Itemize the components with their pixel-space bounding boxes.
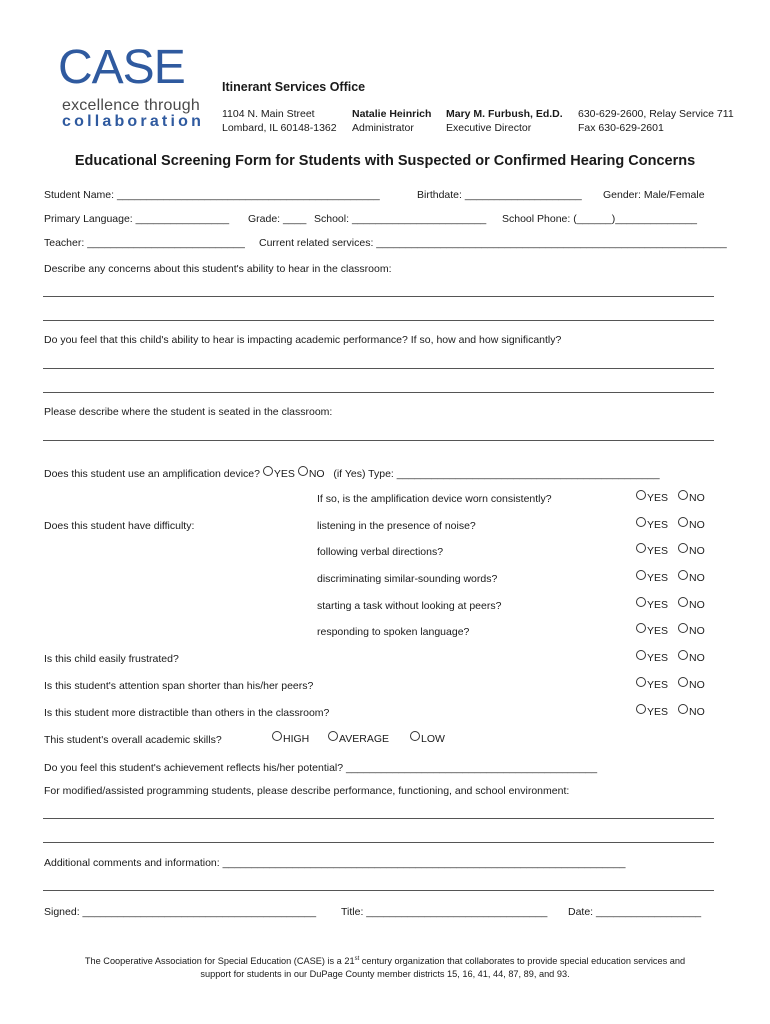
yes-label: YES — [647, 519, 669, 531]
footer-statement — [40, 953, 730, 981]
answer-line[interactable] — [43, 320, 714, 321]
office-address — [222, 107, 337, 135]
yes-label: YES — [647, 706, 669, 718]
yes-no-option — [636, 570, 705, 585]
yes-label: YES — [647, 679, 669, 691]
no-label: NO — [689, 545, 705, 557]
address-line-2: Lombard, IL 60148-1362 — [222, 122, 337, 134]
skills-high-label: HIGH — [283, 733, 310, 745]
answer-line[interactable] — [43, 842, 714, 843]
school-phone-field[interactable]: School Phone: (______)______________ — [502, 213, 698, 225]
modified-programming-question: For modified/assisted programming students, please describe performance, functioning, and school environment: — [44, 785, 570, 797]
birthdate-field[interactable]: Birthdate: ____________________ — [417, 189, 582, 201]
form-title: Educational Screening Form for Students with Suspected or Confirmed Hearing Concerns — [74, 153, 696, 169]
yes-radio[interactable] — [636, 490, 646, 500]
answer-line[interactable] — [43, 440, 714, 441]
difficulty-question: Does this student have difficulty: — [44, 520, 195, 532]
answer-line[interactable] — [43, 818, 714, 819]
grade-field[interactable]: Grade: ____ — [248, 213, 307, 225]
yes-label: YES — [647, 599, 669, 611]
administrator-block — [352, 107, 431, 135]
amplification-yes-label: YES — [273, 468, 295, 480]
no-radio[interactable] — [678, 677, 688, 687]
skills-high-radio[interactable] — [272, 731, 282, 741]
distractible-question: Is this student more distractible than others in the classroom? — [44, 707, 330, 719]
amplification-question: Does this student use an amplification device? — [44, 468, 260, 480]
answer-line[interactable] — [43, 392, 714, 393]
primary-language-field[interactable]: Primary Language: ________________ — [44, 213, 230, 225]
no-radio[interactable] — [678, 517, 688, 527]
yes-radio[interactable] — [636, 677, 646, 687]
yes-radio[interactable] — [636, 543, 646, 553]
yes-radio[interactable] — [636, 623, 646, 633]
yes-no-option — [636, 650, 705, 665]
attention-question: Is this student's attention span shorter than his/her peers? — [44, 680, 314, 692]
concerns-question: Describe any concerns about this student's ability to hear in the classroom: — [44, 263, 392, 275]
worn-consistently-question: If so, is the amplification device worn consistently? — [317, 493, 552, 505]
yes-no-option — [636, 517, 705, 532]
skills-average-label: AVERAGE — [339, 733, 389, 745]
yes-no-option — [636, 704, 705, 719]
title-field[interactable]: Title: _______________________________ — [341, 906, 548, 918]
office-title: Itinerant Services Office — [222, 80, 366, 94]
no-radio[interactable] — [678, 704, 688, 714]
skills-low-label: LOW — [421, 733, 445, 745]
academic-skills-question: This student's overall academic skills? — [44, 734, 222, 746]
case-logo — [58, 41, 210, 134]
no-label: NO — [689, 572, 705, 584]
logo-wordmark: CASE — [58, 41, 185, 94]
administrator-name: Natalie Heinrich — [352, 108, 432, 120]
yes-radio[interactable] — [636, 517, 646, 527]
director-title: Executive Director — [446, 122, 532, 134]
yes-no-option — [636, 543, 705, 558]
logo-tagline-top: excellence through — [62, 97, 200, 114]
answer-line[interactable] — [43, 296, 714, 297]
skills-low-option — [410, 731, 445, 746]
no-radio[interactable] — [678, 650, 688, 660]
no-radio[interactable] — [678, 623, 688, 633]
no-label: NO — [689, 599, 705, 611]
no-radio[interactable] — [678, 543, 688, 553]
starting-task-question: starting a task without looking at peers? — [317, 600, 502, 612]
seating-question: Please describe where the student is seated in the classroom: — [44, 406, 333, 418]
yes-label: YES — [647, 572, 669, 584]
footer-superscript: st — [354, 956, 360, 962]
yes-no-option — [636, 490, 705, 505]
date-field[interactable]: Date: __________________ — [568, 906, 702, 918]
footer-text-1: The Cooperative Association for Special Education (CASE) is a 21 — [84, 956, 355, 966]
additional-comments-field[interactable]: Additional comments and information: _____________________________________________________________________ — [44, 857, 626, 869]
no-label: NO — [689, 519, 705, 531]
administrator-title: Administrator — [352, 122, 414, 134]
yes-radio[interactable] — [636, 704, 646, 714]
fax-number: Fax 630-629-2601 — [578, 122, 664, 134]
no-radio[interactable] — [678, 490, 688, 500]
no-label: NO — [689, 652, 705, 664]
no-label: NO — [689, 679, 705, 691]
skills-average-radio[interactable] — [328, 731, 338, 741]
logo-tagline-bottom: collaboration — [62, 113, 205, 130]
signed-field[interactable]: Signed: ________________________________________ — [44, 906, 317, 918]
no-label: NO — [689, 625, 705, 637]
director-block — [446, 107, 563, 135]
no-label: NO — [689, 492, 705, 504]
yes-label: YES — [647, 492, 669, 504]
answer-line[interactable] — [43, 368, 714, 369]
directions-question: following verbal directions? — [317, 546, 444, 558]
no-radio[interactable] — [678, 570, 688, 580]
yes-label: YES — [647, 545, 669, 557]
skills-average-option — [328, 731, 389, 746]
frustrated-question: Is this child easily frustrated? — [44, 653, 179, 665]
no-radio[interactable] — [678, 597, 688, 607]
yes-label: YES — [647, 625, 669, 637]
related-services-field[interactable]: Current related services: ____________________________________________________________ — [259, 237, 727, 249]
address-line-1: 1104 N. Main Street — [222, 108, 315, 120]
yes-no-option — [636, 677, 705, 692]
contact-block — [578, 107, 734, 135]
skills-high-option — [272, 731, 309, 746]
footer-text-2: century organization that collaborates to provide special education services and — [359, 956, 686, 966]
teacher-field[interactable]: Teacher: ___________________________ — [44, 237, 245, 249]
yes-radio[interactable] — [636, 570, 646, 580]
noise-question: listening in the presence of noise? — [317, 520, 476, 532]
yes-no-option — [636, 597, 705, 612]
discriminating-question: discriminating similar-sounding words? — [317, 573, 498, 585]
academic-impact-question: Do you feel that this child's ability to hear is impacting academic performance? If so, how and how significantly? — [44, 334, 562, 346]
school-field[interactable]: School: _______________________ — [314, 213, 487, 225]
amplification-no-label: NO — [308, 468, 325, 480]
amplification-yes-radio[interactable] — [263, 466, 273, 476]
skills-low-radio[interactable] — [410, 731, 420, 741]
gender-field[interactable]: Gender: Male/Female — [603, 189, 705, 201]
answer-line[interactable] — [43, 890, 714, 891]
phone-number: 630-629-2600, Relay Service 711 — [578, 108, 734, 120]
no-label: NO — [689, 706, 705, 718]
yes-label: YES — [647, 652, 669, 664]
spoken-language-question: responding to spoken language? — [317, 626, 470, 638]
yes-no-option — [636, 623, 705, 638]
yes-radio[interactable] — [636, 650, 646, 660]
director-name: Mary M. Furbush, Ed.D. — [446, 108, 563, 120]
amplification-row — [44, 466, 660, 481]
yes-radio[interactable] — [636, 597, 646, 607]
amplification-type-field[interactable]: (if Yes) Type: _____________________________________________ — [333, 468, 660, 480]
footer-text-3: support for students in our DuPage County member districts 15, 16, 41, 44, 87, 89, and 93. — [200, 969, 570, 979]
student-name-field[interactable]: Student Name: _____________________________________________ — [44, 189, 380, 201]
potential-question[interactable]: Do you feel this student's achievement reflects his/her potential? ___________________________________________ — [44, 762, 598, 774]
amplification-no-radio[interactable] — [298, 466, 308, 476]
